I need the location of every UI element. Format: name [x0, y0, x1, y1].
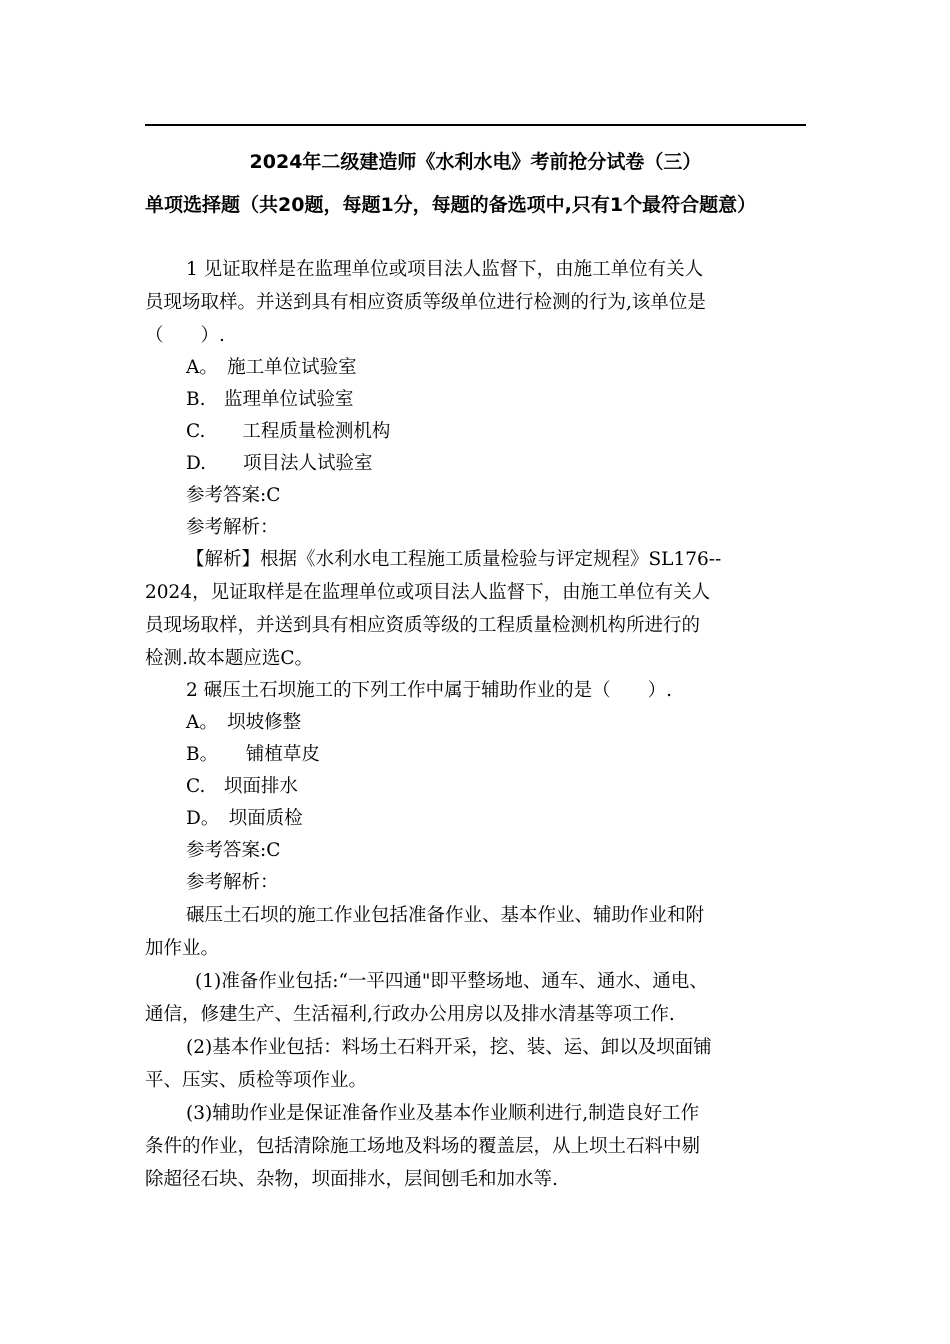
text-line: 参考解析： [186, 517, 279, 538]
text-line: 【解析】根据《水利水电工程施工质量检验与评定规程》SL176-- [186, 549, 722, 570]
header-rule [145, 124, 806, 126]
text-line: B. 监理单位试验室 [186, 389, 354, 410]
text-line: 加作业。 [145, 938, 220, 959]
text-line: A。 施工单位试验室 [186, 357, 357, 378]
text-line: 平、压实、质检等项作业。 [145, 1070, 368, 1091]
text-line: （ ）. [145, 325, 225, 346]
text-line: 2024，见证取样是在监理单位或项目法人监督下，由施工单位有关人 [145, 582, 711, 603]
text-line: 2 碾压土石坝施工的下列工作中属于辅助作业的是（ ）. [186, 680, 673, 701]
text-line: 员现场取样。并送到具有相应资质等级单位进行检测的行为,该单位是 [145, 292, 706, 313]
text-line: D. 项目法人试验室 [186, 453, 373, 474]
text-line: D。 坝面质检 [186, 808, 303, 829]
text-line: 通信，修建生产、生活福利,行政办公用房以及排水清基等项工作. [145, 1004, 675, 1025]
text-line: A。 坝坡修整 [186, 712, 302, 733]
text-line: 碾压土石坝的施工作业包括准备作业、基本作业、辅助作业和附 [186, 905, 705, 926]
text-line: 条件的作业，包括清除施工场地及料场的覆盖层，从上坝土石料中剔 [145, 1136, 701, 1157]
text-line: (1)准备作业包括:“一平四通"即平整场地、通车、通水、通电、 [195, 971, 708, 992]
text-line: C. 坝面排水 [186, 776, 298, 797]
text-line: 参考解析： [186, 872, 279, 893]
text-line: C. 工程质量检测机构 [186, 421, 391, 442]
text-line: 参考答案:C [186, 840, 281, 861]
text-line: 参考答案:C [186, 485, 281, 506]
text-line: 员现场取样，并送到具有相应资质等级的工程质量检测机构所进行的 [145, 615, 701, 636]
text-line: 1 见证取样是在监理单位或项目法人监督下，由施工单位有关人 [186, 259, 704, 280]
page-title: 2024年二级建造师《水利水电》考前抢分试卷（三） [249, 151, 702, 173]
text-line: 检测.故本题应选C。 [145, 648, 314, 669]
section-heading: 单项选择题（共20题，每题1分，每题的备选项中,只有1个最符合题意） [145, 194, 757, 216]
text-line: B。 铺植草皮 [186, 744, 320, 765]
text-line: (3)辅助作业是保证准备作业及基本作业顺利进行,制造良好工作 [186, 1103, 700, 1124]
text-line: 除超径石块、杂物，坝面排水，层间刨毛和加水等. [145, 1169, 558, 1190]
text-line: (2)基本作业包括：料场土石料开采，挖、装、运、卸以及坝面铺 [186, 1037, 712, 1058]
